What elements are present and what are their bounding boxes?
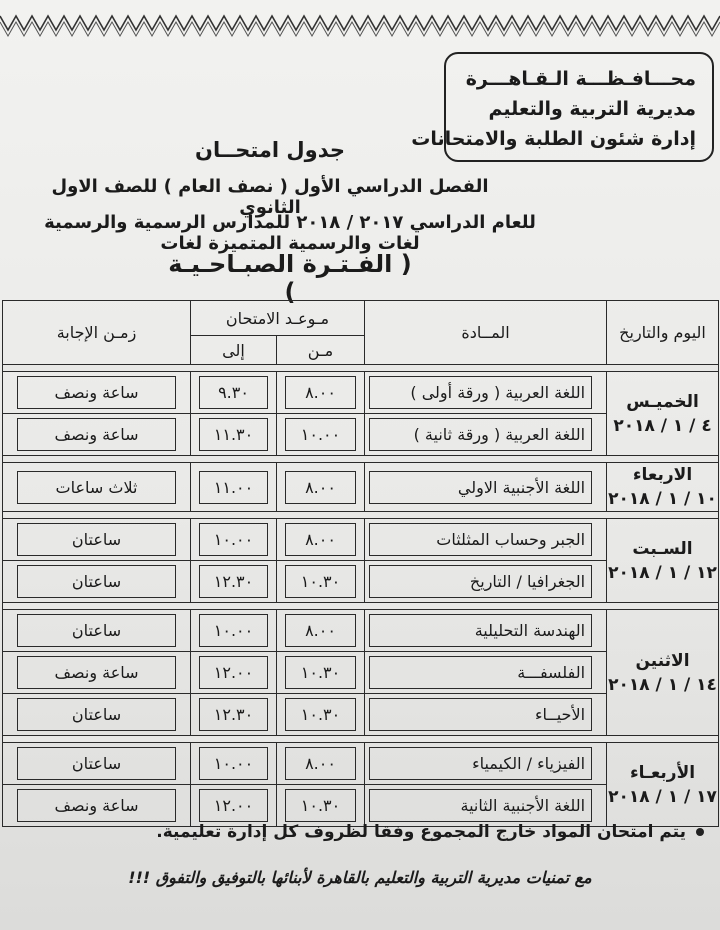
day-date-cell <box>607 519 719 603</box>
start-time-cell <box>277 694 365 736</box>
start-time: ١٠.٠٠ <box>285 418 357 451</box>
end-time: ١٢.٠٠ <box>199 789 269 822</box>
header-exam-time: مـوعـد الامتحان <box>191 301 365 336</box>
answer-duration-cell <box>3 743 191 785</box>
subject-name: الفلسفـــة <box>369 656 592 689</box>
end-time: ١٠.٠٠ <box>199 747 269 780</box>
bullet-icon <box>696 828 704 836</box>
directorate-name: مديرية التربية والتعليم <box>488 98 696 120</box>
answer-duration: ساعة ونصف <box>17 789 177 822</box>
day-name: الاثنين <box>635 650 690 671</box>
start-time-cell <box>277 463 365 512</box>
start-time: ٨.٠٠ <box>285 523 357 556</box>
end-time: ١٢.٣٠ <box>199 565 269 598</box>
start-time-cell <box>277 561 365 603</box>
start-time: ٨.٠٠ <box>285 376 357 409</box>
exam-date: ١٠ / ١ / ٢٠١٨ <box>608 489 717 509</box>
answer-duration: ساعة ونصف <box>17 376 177 409</box>
academic-year-line: للعام الدراسي ٢٠١٧ / ٢٠١٨ للمدارس الرسمية والرسمية لغات والرسمية المتميزة لغات <box>44 212 536 254</box>
subject-name: الهندسة التحليلية <box>369 614 592 647</box>
group-separator <box>3 736 719 743</box>
start-time-cell <box>277 785 365 827</box>
subject-name: اللغة العربية ( ورقة ثانية ) <box>369 418 592 451</box>
day-name: الاربعاء <box>632 465 693 485</box>
day-name: الخميـس <box>626 391 699 412</box>
answer-duration: ساعة ونصف <box>17 656 177 689</box>
exam-date: ١٧ / ١ / ٢٠١٨ <box>608 786 717 807</box>
exam-date: ٤ / ١ / ٢٠١٨ <box>613 415 712 436</box>
separator-cell <box>3 456 719 463</box>
subject-name-cell <box>365 463 607 512</box>
table-row <box>3 743 719 785</box>
end-time-cell <box>191 652 277 694</box>
subject-name-cell <box>365 743 607 785</box>
day-name: السـبت <box>632 538 693 559</box>
subject-name: اللغة الأجنبية الثانية <box>369 789 592 822</box>
subject-name-cell <box>365 372 607 414</box>
footnote-text: يتم امتحان المواد خارج المجموع وفقا لظروف كل إدارة تعليمية. <box>156 822 686 842</box>
start-time-cell <box>277 610 365 652</box>
department-name: إدارة شئون الطلبة والامتحانات <box>411 128 696 150</box>
end-time-cell <box>191 372 277 414</box>
group-separator <box>3 512 719 519</box>
answer-duration-cell <box>3 610 191 652</box>
subject-name-cell <box>365 561 607 603</box>
start-time: ١٠.٣٠ <box>285 656 357 689</box>
start-time: ١٠.٣٠ <box>285 565 357 598</box>
start-time: ٨.٠٠ <box>285 747 357 780</box>
period-label: ( الفـتـرة الصبـاحـيـة ) <box>168 250 412 306</box>
end-time: ١٠.٠٠ <box>199 523 269 556</box>
end-time: ١٢.٣٠ <box>199 698 269 731</box>
header-from: مـن <box>277 336 365 365</box>
decorative-border <box>0 6 720 40</box>
subject-name: الجبر وحساب المثلثات <box>369 523 592 556</box>
start-time: ٨.٠٠ <box>285 614 357 647</box>
answer-duration: ساعتان <box>17 614 177 647</box>
header-to: إلى <box>191 336 277 365</box>
group-separator <box>3 603 719 610</box>
authority-header-box <box>411 52 714 162</box>
semester-line: الفصل الدراسي الأول ( نصف العام ) للصف الاول الثانوي <box>51 176 489 218</box>
subject-name: الفيزياء / الكيمياء <box>369 747 592 780</box>
answer-duration-cell <box>3 414 191 456</box>
header-subject: المــادة <box>365 301 607 365</box>
start-time: ١٠.٣٠ <box>285 698 357 731</box>
end-time-cell <box>191 463 277 512</box>
subject-name: اللغة العربية ( ورقة أولى ) <box>369 376 592 409</box>
day-name: الأربعـاء <box>629 762 696 783</box>
end-time-cell <box>191 610 277 652</box>
separator-cell <box>3 365 719 372</box>
answer-duration: ساعتان <box>17 523 177 556</box>
end-time-cell <box>191 785 277 827</box>
start-time-cell <box>277 372 365 414</box>
table-header-row <box>3 301 719 336</box>
header-duration: زمـن الإجابة <box>3 301 191 365</box>
end-time: ١٠.٠٠ <box>199 614 269 647</box>
end-time-cell <box>191 694 277 736</box>
start-time: ٨.٠٠ <box>285 471 357 504</box>
answer-duration: ساعة ونصف <box>17 418 177 451</box>
start-time-cell <box>277 414 365 456</box>
answer-duration-cell <box>3 372 191 414</box>
exam-date: ١٢ / ١ / ٢٠١٨ <box>608 562 717 583</box>
end-time-cell <box>191 561 277 603</box>
subject-name-cell <box>365 610 607 652</box>
answer-duration-cell <box>3 652 191 694</box>
subject-name-cell <box>365 785 607 827</box>
subject-name: اللغة الأجنبية الاولي <box>369 471 592 504</box>
table-row <box>3 610 719 652</box>
exam-date: ١٤ / ١ / ٢٠١٨ <box>608 674 717 695</box>
end-time: ١١.٣٠ <box>199 418 269 451</box>
separator-cell <box>3 736 719 743</box>
answer-duration: ثلاث ساعات <box>17 471 177 504</box>
start-time-cell <box>277 519 365 561</box>
day-date-cell <box>607 743 719 827</box>
subject-name-cell <box>365 694 607 736</box>
header-day: اليوم والتاريخ <box>607 301 719 365</box>
document-title: جدول امتحــان <box>195 138 345 162</box>
subject-name: الجغرافيا / التاريخ <box>369 565 592 598</box>
subject-name-cell <box>365 519 607 561</box>
answer-duration-cell <box>3 561 191 603</box>
group-separator <box>3 456 719 463</box>
start-time: ١٠.٣٠ <box>285 789 357 822</box>
day-date-cell <box>607 610 719 736</box>
subject-name: الأحيــاء <box>369 698 592 731</box>
answer-duration-cell <box>3 519 191 561</box>
day-date-cell <box>607 463 719 512</box>
subject-name-cell <box>365 414 607 456</box>
answer-duration: ساعتان <box>17 565 177 598</box>
answer-duration-cell <box>3 785 191 827</box>
table-row <box>3 372 719 414</box>
answer-duration-cell <box>3 463 191 512</box>
subject-name-cell <box>365 652 607 694</box>
start-time-cell <box>277 743 365 785</box>
answer-duration: ساعتان <box>17 747 177 780</box>
separator-cell <box>3 603 719 610</box>
exam-schedule-table <box>2 300 719 827</box>
closing-message: مع تمنيات مديرية التربية والتعليم بالقاهرة لأبنائها بالتوفيق والتفوق !!! <box>128 868 592 887</box>
governorate-name: محـــافـظـــة الـقـاهـــرة <box>465 68 696 90</box>
group-separator <box>3 365 719 372</box>
table-row <box>3 463 719 512</box>
separator-cell <box>3 512 719 519</box>
answer-duration: ساعتان <box>17 698 177 731</box>
day-date-cell <box>607 372 719 456</box>
footnote <box>156 822 704 842</box>
start-time-cell <box>277 652 365 694</box>
table-row <box>3 519 719 561</box>
end-time: ١٢.٠٠ <box>199 656 269 689</box>
end-time-cell <box>191 743 277 785</box>
end-time-cell <box>191 414 277 456</box>
end-time: ٩.٣٠ <box>199 376 269 409</box>
answer-duration-cell <box>3 694 191 736</box>
end-time-cell <box>191 519 277 561</box>
end-time: ١١.٠٠ <box>199 471 269 504</box>
